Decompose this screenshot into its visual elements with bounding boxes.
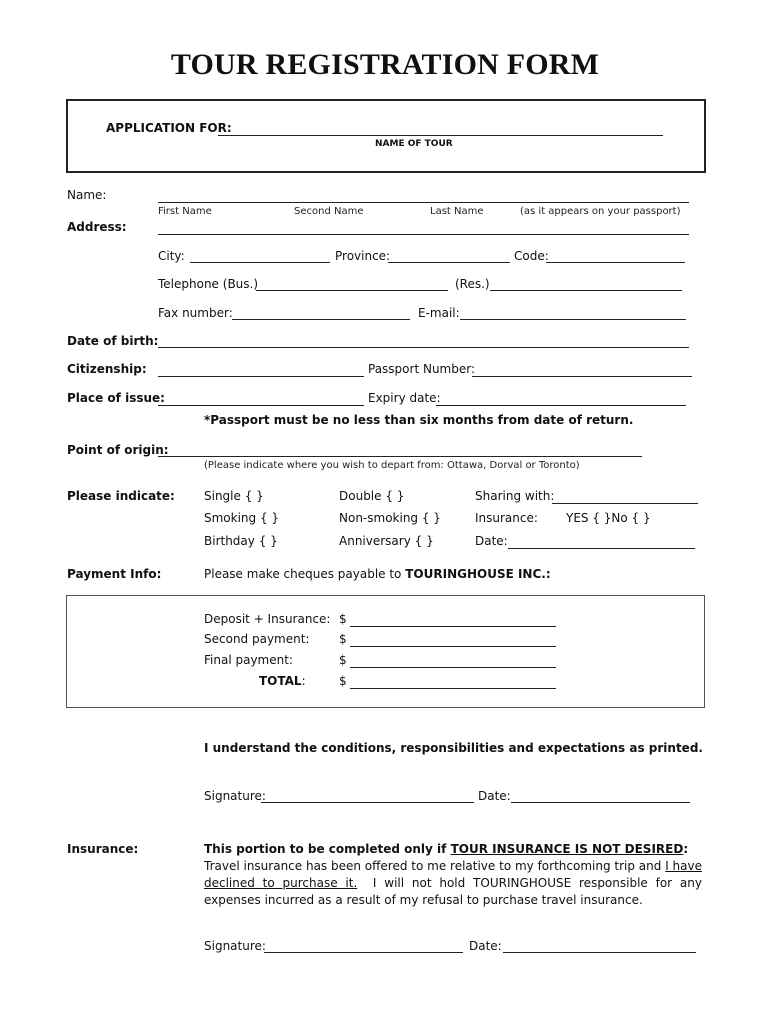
tel-bus-label: Telephone (Bus.) xyxy=(158,277,259,291)
form-title: TOUR REGISTRATION FORM xyxy=(170,48,600,81)
place-of-issue-field[interactable] xyxy=(158,405,364,406)
single-option[interactable]: Single { } xyxy=(204,489,264,503)
passport-validity-note: *Passport must be no less than six months from date of return. xyxy=(204,413,634,427)
please-indicate-label: Please indicate: xyxy=(67,489,175,503)
tel-bus-field[interactable] xyxy=(256,290,448,291)
second-name-caption: Second Name xyxy=(294,206,364,217)
sharing-with-field[interactable] xyxy=(552,503,698,504)
signature-2-date-field[interactable] xyxy=(503,952,696,953)
total-currency: $ xyxy=(339,674,347,688)
application-label: APPLICATION FOR: xyxy=(106,121,232,135)
tour-name-field[interactable] xyxy=(218,135,663,136)
point-of-origin-field[interactable] xyxy=(158,456,642,457)
email-field[interactable] xyxy=(460,319,686,320)
total-label-text: TOTAL xyxy=(259,674,302,688)
signature-2-label: Signature: xyxy=(204,939,266,953)
insurance-lead-end: : xyxy=(683,842,689,856)
understand-statement: I understand the conditions, responsibilities and expectations as printed. xyxy=(204,741,703,755)
expiry-date-field[interactable] xyxy=(436,405,686,406)
final-payment-label: Final payment: xyxy=(204,653,293,667)
tel-res-field[interactable] xyxy=(490,290,682,291)
tel-res-label: (Res.) xyxy=(455,277,490,291)
sharing-with-label: Sharing with: xyxy=(475,489,555,503)
second-payment-field[interactable] xyxy=(350,646,556,647)
signature-1-date-label: Date: xyxy=(478,789,511,803)
signature-1-label: Signature: xyxy=(204,789,266,803)
total-label xyxy=(259,674,306,688)
deposit-field[interactable] xyxy=(350,626,556,627)
point-of-origin-label: Point of origin: xyxy=(67,443,169,457)
payment-info-label: Payment Info: xyxy=(67,567,162,581)
smoking-option[interactable]: Smoking { } xyxy=(204,511,280,525)
citizenship-field[interactable] xyxy=(158,376,364,377)
indicate-date-field[interactable] xyxy=(508,548,695,549)
non-smoking-option[interactable]: Non-smoking { } xyxy=(339,511,441,525)
passport-number-field[interactable] xyxy=(472,376,692,377)
signature-1-field[interactable] xyxy=(261,802,474,803)
tour-name-caption: NAME OF TOUR xyxy=(375,139,453,149)
province-field[interactable] xyxy=(388,262,510,263)
name-field[interactable] xyxy=(158,202,689,203)
dob-field[interactable] xyxy=(158,347,689,348)
deposit-label: Deposit + Insurance: xyxy=(204,612,331,626)
total-label-colon: : xyxy=(301,674,306,688)
address-field[interactable] xyxy=(158,234,689,235)
payment-payee: TOURINGHOUSE INC.: xyxy=(405,567,551,581)
double-option[interactable]: Double { } xyxy=(339,489,405,503)
second-payment-currency: $ xyxy=(339,632,347,646)
dob-label: Date of birth: xyxy=(67,334,159,348)
place-of-issue-label: Place of issue: xyxy=(67,391,165,405)
application-box xyxy=(66,99,706,173)
signature-1-date-field[interactable] xyxy=(511,802,690,803)
first-name-caption: First Name xyxy=(158,206,212,217)
insurance-declined: I have declined to purchase it. xyxy=(204,859,703,890)
anniversary-option[interactable]: Anniversary { } xyxy=(339,534,434,548)
name-label: Name: xyxy=(67,188,107,202)
fax-label: Fax number: xyxy=(158,306,233,320)
indicate-date-label: Date: xyxy=(475,534,508,548)
province-label: Province: xyxy=(335,249,391,263)
code-label: Code: xyxy=(514,249,549,263)
final-payment-currency: $ xyxy=(339,653,347,667)
insurance-paragraph xyxy=(204,858,702,909)
insurance-option-label: Insurance: xyxy=(475,511,538,525)
payment-instruction xyxy=(204,567,551,581)
deposit-currency: $ xyxy=(339,612,347,626)
final-payment-field[interactable] xyxy=(350,667,556,668)
insurance-lead-emphasis: TOUR INSURANCE IS NOT DESIRED xyxy=(450,842,684,856)
insurance-paragraph-text: Travel insurance has been offered to me relative to my forthcoming trip and xyxy=(204,859,662,873)
signature-2-field[interactable] xyxy=(264,952,463,953)
email-label: E-mail: xyxy=(418,306,460,320)
passport-name-note: (as it appears on your passport) xyxy=(520,206,681,217)
signature-2-date-label: Date: xyxy=(469,939,502,953)
payment-box xyxy=(66,595,705,708)
insurance-yes-no[interactable]: YES { }No { } xyxy=(566,511,651,525)
insurance-lead-text: This portion to be completed only if xyxy=(204,842,447,856)
birthday-option[interactable]: Birthday { } xyxy=(204,534,278,548)
insurance-lead xyxy=(204,842,688,856)
second-payment-label: Second payment: xyxy=(204,632,310,646)
insurance-section-label: Insurance: xyxy=(67,842,139,856)
origin-note: (Please indicate where you wish to depart from: Ottawa, Dorval or Toronto) xyxy=(204,460,580,471)
city-field[interactable] xyxy=(190,262,330,263)
city-label: City: xyxy=(158,249,185,263)
payment-instruction-text: Please make cheques payable to xyxy=(204,567,402,581)
code-field[interactable] xyxy=(546,262,685,263)
citizenship-label: Citizenship: xyxy=(67,362,147,376)
expiry-date-label: Expiry date: xyxy=(368,391,441,405)
address-label: Address: xyxy=(67,220,127,234)
insurance-paragraph-end: I will not hold TOURINGHOUSE responsible for any expenses incurred as a result of my refusal to purchase travel insurance. xyxy=(204,876,702,907)
fax-field[interactable] xyxy=(232,319,410,320)
total-field[interactable] xyxy=(350,688,556,689)
last-name-caption: Last Name xyxy=(430,206,484,217)
passport-number-label: Passport Number: xyxy=(368,362,476,376)
